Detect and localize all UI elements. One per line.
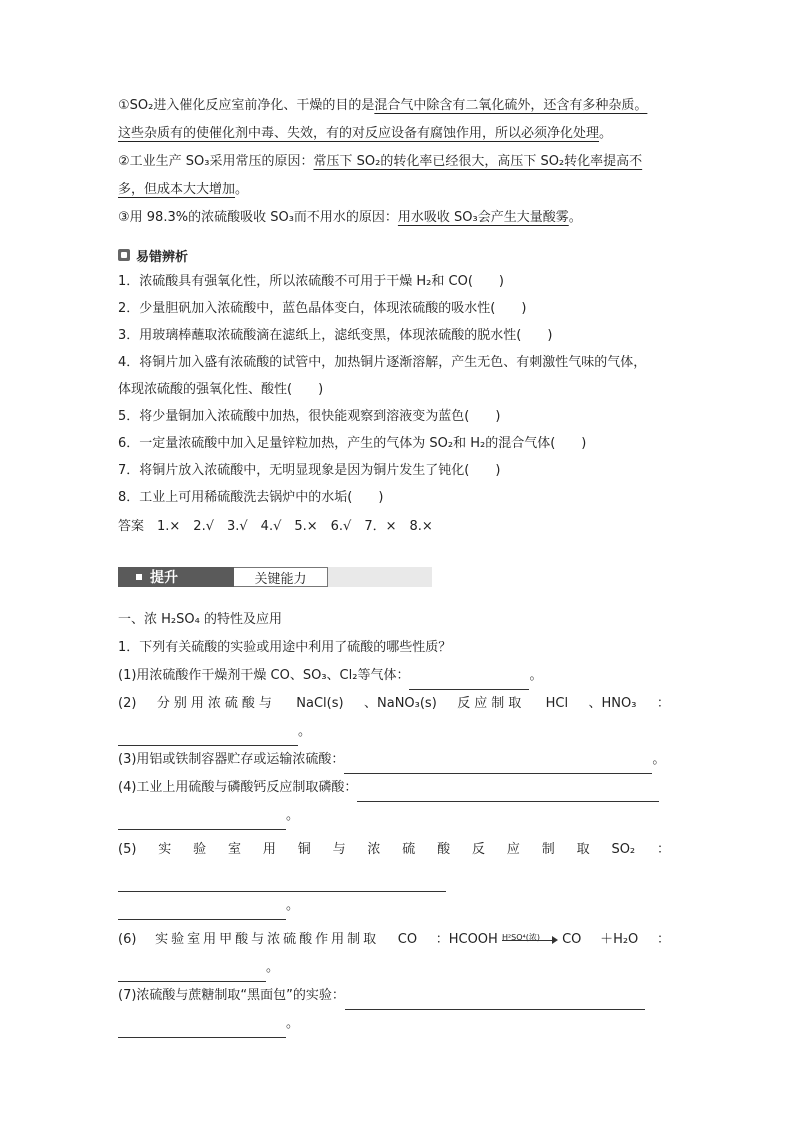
- sub-question-4: (4)工业上用硫酸与磷酸钙反应制取磷酸：: [118, 774, 678, 802]
- answer-blank[interactable]: [118, 1023, 286, 1038]
- note-2-cont: 多，但成本大大增加。: [118, 182, 249, 197]
- answer-line: 答案 1.× 2.√ 3.√ 4.√ 5.× 6.√ 7．× 8.×: [118, 519, 433, 534]
- error-item: 3．用玻璃棒蘸取浓硫酸滴在滤纸上，滤纸变黑，体现浓硫酸的脱水性( ): [118, 328, 553, 343]
- band-tab: 关键能力: [234, 567, 328, 587]
- sub-question-2-cont: 。: [118, 718, 678, 746]
- section-marker-icon: [118, 249, 130, 261]
- sub-question-5-cont2: 。: [118, 892, 678, 920]
- error-item: 2．少量胆矾加入浓硫酸中，蓝色晶体变白，体现浓硫酸的吸水性( ): [118, 301, 527, 316]
- sub-question-4-cont: 。: [118, 802, 678, 830]
- band-label: 提升: [118, 567, 234, 587]
- section-band: [118, 567, 432, 587]
- answer-blank[interactable]: [118, 731, 298, 746]
- question-1: 1．下列有关硫酸的实验或用途中利用了硫酸的哪些性质？: [118, 640, 452, 655]
- answer-blank[interactable]: [409, 675, 529, 690]
- note-1: ①SO₂进入催化反应室前净化、干燥的目的是混合气中除含有二氧化硫外，还含有多种杂质。: [118, 98, 648, 113]
- error-analysis-header: 易错辨析: [118, 242, 678, 268]
- notes-block: [118, 92, 678, 541]
- sub-question-6: (6) 实验室用甲酸与浓硫酸作用制取 CO ：HCOOH H²SO⁴(浓) CO ＋H₂O ：: [118, 926, 670, 954]
- note-1-cont: 这些杂质有的使催化剂中毒、失效，有的对反应设备有腐蚀作用，所以必须净化处理。: [118, 126, 613, 141]
- sub-question-2: (2) 分别用浓硫酸与 NaCl(s) 、NaNO₃(s) 反应制取 HCl 、HNO₃ ：: [118, 696, 670, 711]
- error-item: 6．一定量浓硫酸中加入足量锌粒加热，产生的气体为 SO₂和 H₂的混合气体( ): [118, 436, 587, 451]
- error-item: 5．将少量铜加入浓硫酸中加热，很快能观察到溶液变为蓝色( ): [118, 409, 501, 424]
- sub-question-5: (5) 实 验 室 用 铜 与 浓 硫 酸 反 应 制 取 SO₂ ：: [118, 842, 670, 857]
- sub-question-6-cont: 。: [118, 954, 678, 982]
- error-item: 7．将铜片放入浓硫酸中，无明显现象是因为铜片发生了钝化( ): [118, 463, 501, 478]
- answer-blank[interactable]: [118, 877, 446, 892]
- answer-blank[interactable]: [344, 759, 652, 774]
- sub-question-5-cont: [118, 864, 678, 892]
- answer-blank[interactable]: [357, 787, 659, 802]
- sub-question-7-cont: 。: [118, 1010, 678, 1038]
- error-item: 4．将铜片加入盛有浓硫酸的试管中，加热铜片逐渐溶解，产生无色、有刺激性气味的气体，: [118, 355, 647, 370]
- sub-question-3: (3)用铝或铁制容器贮存或运输浓硫酸： 。: [118, 746, 678, 774]
- note-3: ③用 98.3%的浓硫酸吸收 SO₃而不用水的原因：用水吸收 SO₃会产生大量酸雾。: [118, 210, 582, 225]
- answer-blank[interactable]: [118, 967, 266, 982]
- error-item: 8．工业上可用稀硫酸洗去锅炉中的水垢( ): [118, 490, 384, 505]
- sub-question-1: (1)用浓硫酸作干燥剂干燥 CO、SO₃、Cl₂等气体： 。: [118, 662, 678, 690]
- section-title: 一、浓 H₂SO₄ 的特性及应用: [118, 612, 282, 627]
- exercise-section: [118, 606, 678, 1038]
- note-2: ②工业生产 SO₃采用常压的原因：常压下 SO₂的转化率已经很大，高压下 SO₂转化率提高不: [118, 154, 643, 169]
- reaction-arrow-icon: H²SO⁴(浓): [502, 933, 558, 947]
- square-icon: [136, 574, 142, 580]
- answer-blank[interactable]: [118, 905, 286, 920]
- reaction-equation: ：HCOOH H²SO⁴(浓) CO: [435, 932, 582, 947]
- answer-blank[interactable]: [345, 995, 645, 1010]
- answer-blank[interactable]: [118, 815, 286, 830]
- error-item: 1．浓硫酸具有强氧化性，所以浓硫酸不可用于干燥 H₂和 CO( ): [118, 274, 504, 289]
- error-item-cont: 体现浓硫酸的强氧化性、酸性( ): [118, 382, 324, 397]
- sub-question-7: (7)浓硫酸与蔗糖制取“黑面包”的实验：: [118, 982, 678, 1010]
